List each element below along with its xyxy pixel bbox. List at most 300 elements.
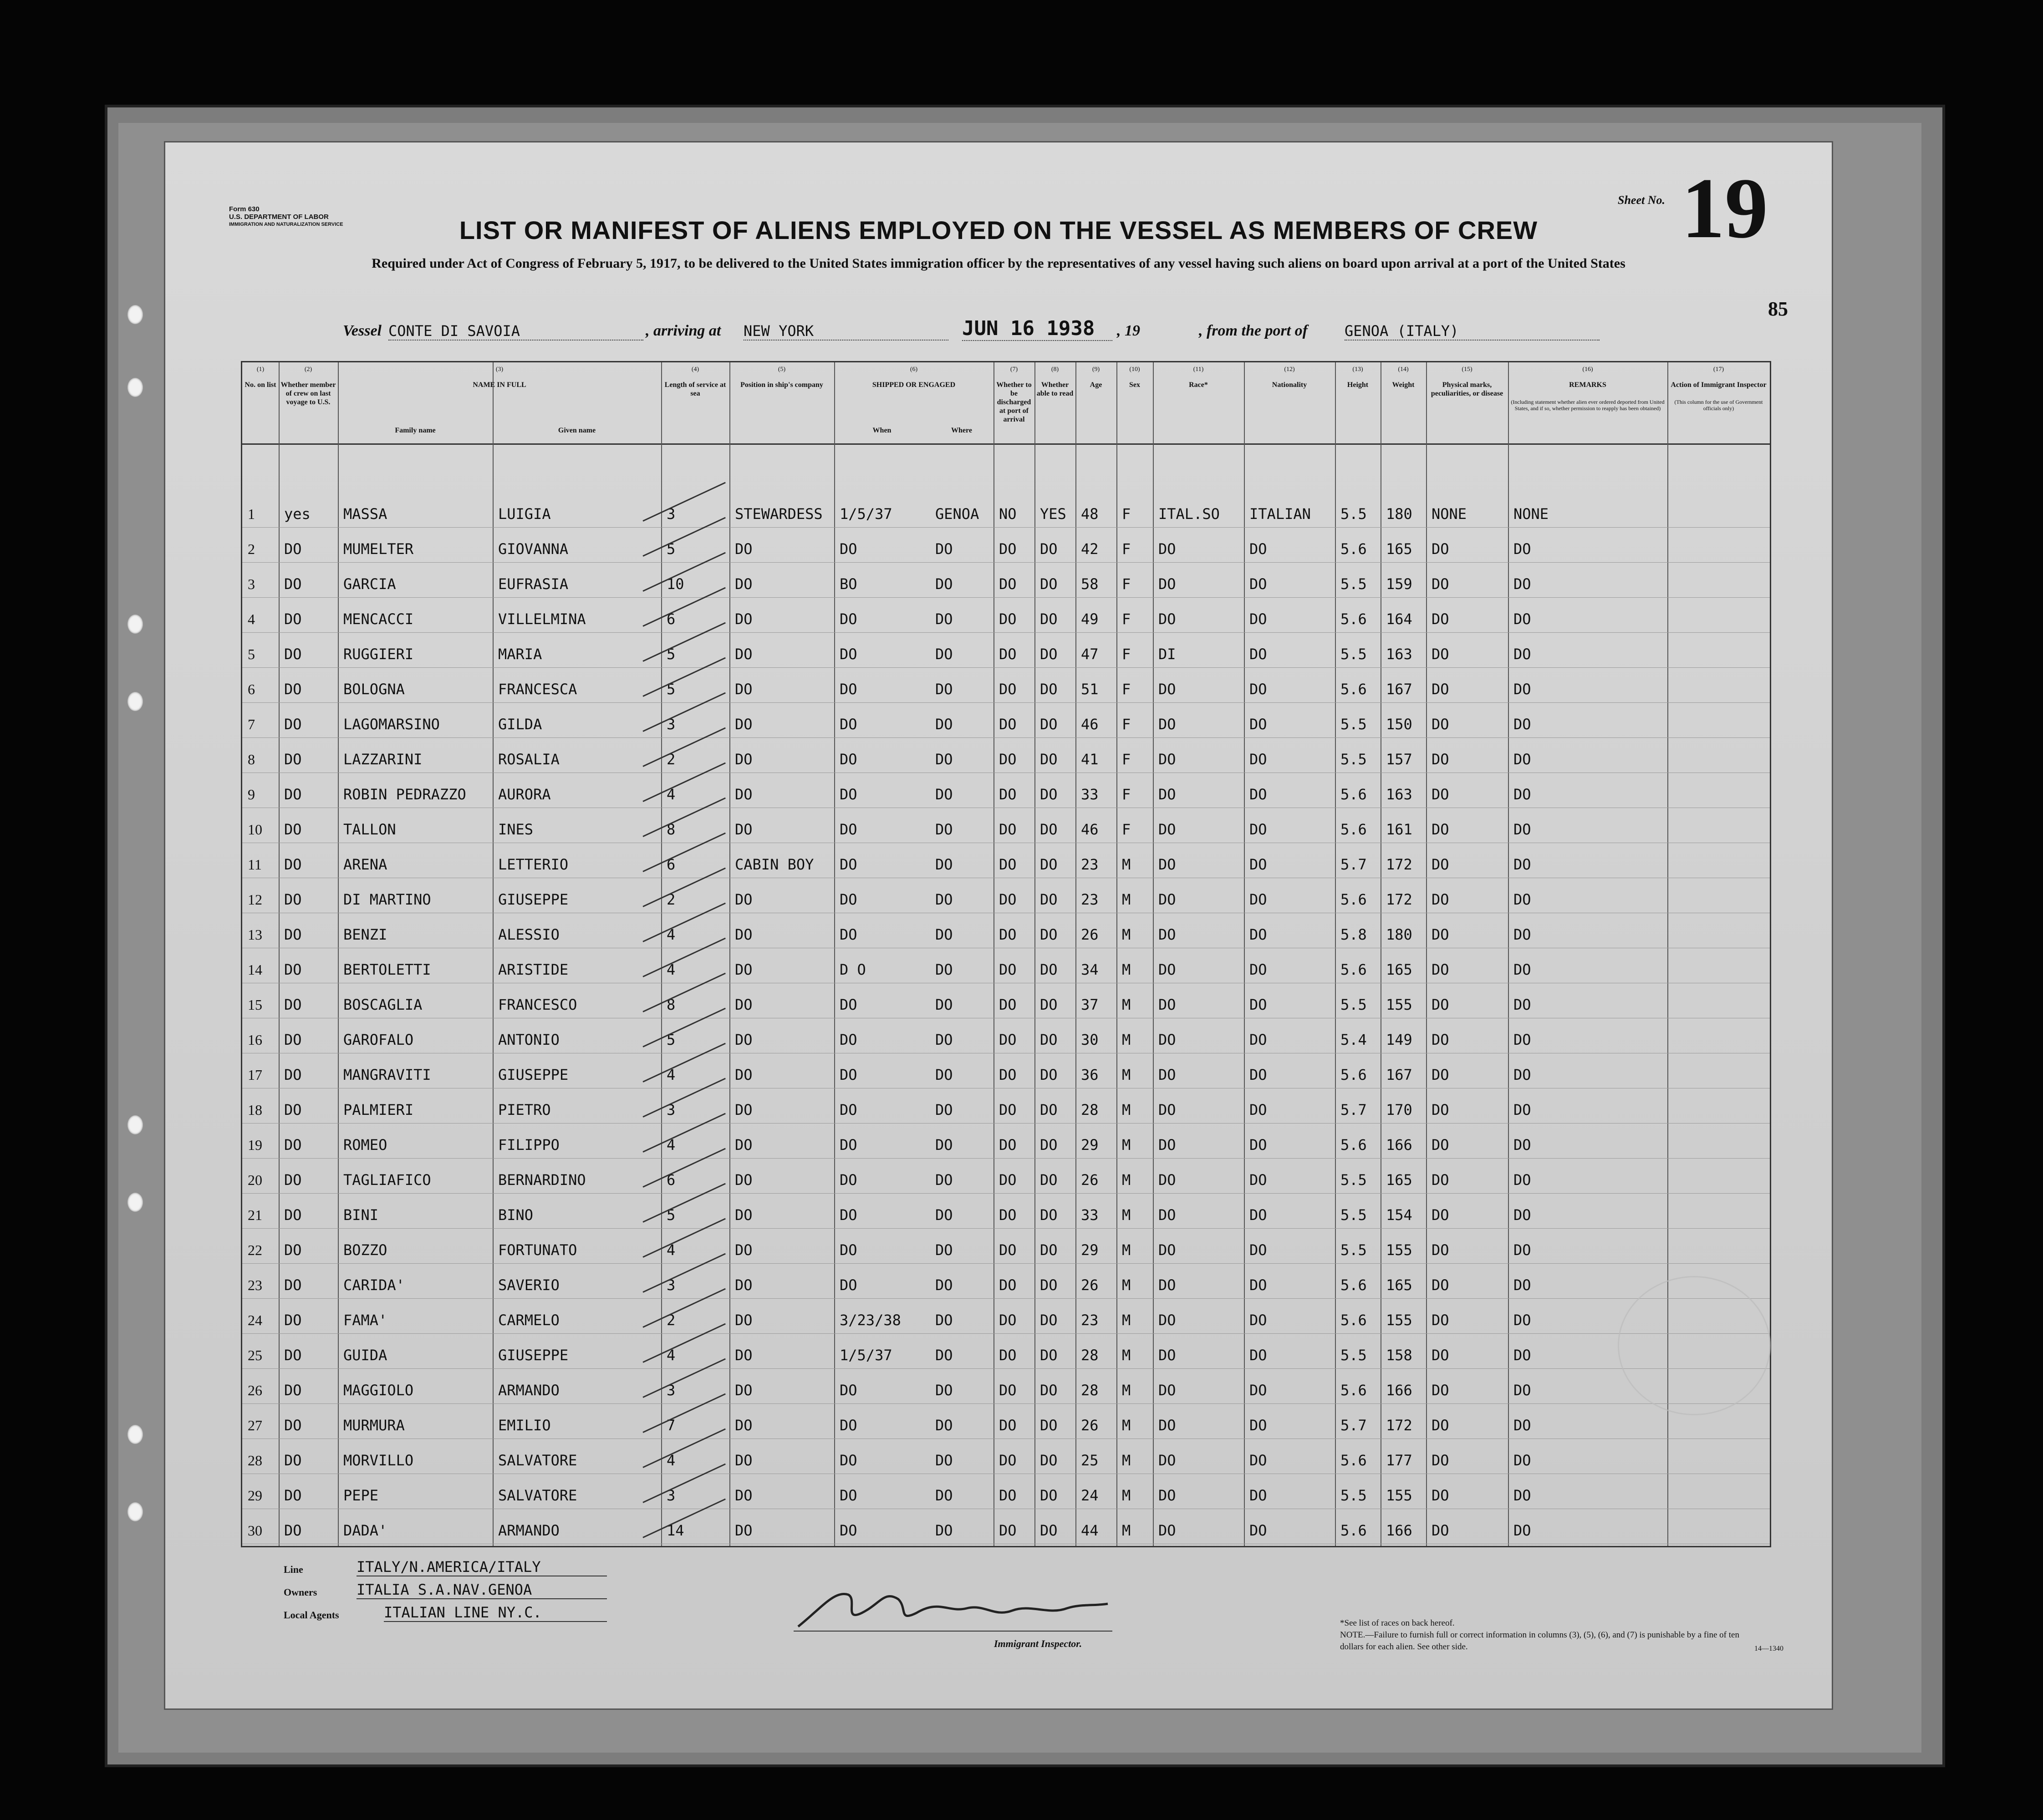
cell-wt: 164 <box>1386 610 1412 628</box>
cell-race: DO <box>1158 1347 1176 1364</box>
cell-svc: 7 <box>667 1417 676 1434</box>
cell-ht: 5.6 <box>1340 891 1367 908</box>
table-row <box>242 913 1770 948</box>
cell-age: 28 <box>1081 1101 1099 1118</box>
cell-where: DO <box>935 610 953 628</box>
agents-value: ITALIAN LINE NY.C. <box>384 1604 607 1622</box>
cell-where: DO <box>935 1136 953 1154</box>
cell-n: 14 <box>248 961 262 978</box>
cell-when: DO <box>840 1241 857 1259</box>
cell-sex: M <box>1122 1171 1131 1189</box>
table-row <box>242 1474 1770 1509</box>
cell-race: DO <box>1158 961 1176 978</box>
cell-sex: M <box>1122 1206 1131 1224</box>
cell-marks: DO <box>1432 1487 1449 1504</box>
cell-ht: 5.5 <box>1340 1241 1367 1259</box>
cell-where: DO <box>935 821 953 838</box>
column-number: (10) <box>1129 366 1140 373</box>
cell-where: DO <box>935 575 953 593</box>
cell-pos: DO <box>735 1452 753 1469</box>
cell-crew: DO <box>284 1241 302 1259</box>
cell-family: BINI <box>343 1206 379 1224</box>
cell-marks: DO <box>1432 681 1449 698</box>
column-subheader-c6b: Where <box>951 427 972 434</box>
cell-pos: DO <box>735 1136 753 1154</box>
cell-where: DO <box>935 1031 953 1048</box>
cell-sex: M <box>1122 926 1131 943</box>
vessel-name: CONTE DI SAVOIA <box>388 322 643 341</box>
column-header-c13: Height <box>1347 381 1369 389</box>
cell-race: DO <box>1158 926 1176 943</box>
cell-when: DO <box>840 1487 857 1504</box>
cell-pos: DO <box>735 1171 753 1189</box>
table-row <box>242 1228 1770 1264</box>
column-number: (1) <box>256 366 265 373</box>
cell-when: 1/5/37 <box>840 505 892 523</box>
cell-ht: 5.6 <box>1340 610 1367 628</box>
cell-dis: DO <box>999 1347 1017 1364</box>
cell-dis: DO <box>999 716 1017 733</box>
cell-nat: DO <box>1249 1312 1267 1329</box>
cell-pos: STEWARDESS <box>735 505 823 523</box>
cell-pos: DO <box>735 751 753 768</box>
column-note-c16note: (Including statement whether alien ever ordered deported from United States, and if so, whether permission to reapply has been obtained) <box>1511 399 1665 412</box>
column-header-c8: Whether able to read <box>1036 381 1074 397</box>
cell-ht: 5.6 <box>1340 821 1367 838</box>
cell-family: GUIDA <box>343 1347 387 1364</box>
cell-pos: DO <box>735 1206 753 1224</box>
cell-nat: DO <box>1249 996 1267 1013</box>
cell-read: DO <box>1040 996 1058 1013</box>
cell-n: 28 <box>248 1452 262 1469</box>
cell-pos: DO <box>735 996 753 1013</box>
cell-where: DO <box>935 1522 953 1539</box>
cell-svc: 3 <box>667 1101 676 1118</box>
cell-given: LUIGIA <box>498 505 551 523</box>
cell-ht: 5.6 <box>1340 961 1367 978</box>
cell-marks: NONE <box>1432 505 1467 523</box>
cell-where: DO <box>935 716 953 733</box>
cell-sex: F <box>1122 751 1131 768</box>
cell-race: DO <box>1158 821 1176 838</box>
cell-nat: DO <box>1249 751 1267 768</box>
cell-pos: DO <box>735 1031 753 1048</box>
cell-race: DO <box>1158 1312 1176 1329</box>
cell-rem: DO <box>1513 575 1531 593</box>
cell-given: GIUSEPPE <box>498 1347 569 1364</box>
cell-crew: DO <box>284 1312 302 1329</box>
cell-race: DO <box>1158 681 1176 698</box>
cell-when: DO <box>840 610 857 628</box>
cell-rem: DO <box>1513 1347 1531 1364</box>
cell-pos: DO <box>735 1382 753 1399</box>
table-row <box>242 1053 1770 1088</box>
table-row <box>242 632 1770 668</box>
cell-marks: DO <box>1432 996 1449 1013</box>
cell-rem: DO <box>1513 926 1531 943</box>
cell-dis: DO <box>999 1136 1017 1154</box>
column-number: (11) <box>1193 366 1204 373</box>
cell-marks: DO <box>1432 1276 1449 1294</box>
cell-nat: DO <box>1249 1452 1267 1469</box>
cell-pos: DO <box>735 1241 753 1259</box>
cell-family: PALMIERI <box>343 1101 414 1118</box>
cell-pos: DO <box>735 1347 753 1364</box>
cell-nat: DO <box>1249 891 1267 908</box>
cell-marks: DO <box>1432 1171 1449 1189</box>
cell-nat: DO <box>1249 1276 1267 1294</box>
column-number: (13) <box>1352 366 1363 373</box>
cell-pos: DO <box>735 1101 753 1118</box>
cell-age: 58 <box>1081 575 1099 593</box>
cell-n: 25 <box>248 1347 262 1363</box>
cell-age: 30 <box>1081 1031 1099 1048</box>
cell-where: DO <box>935 1066 953 1083</box>
cell-svc: 5 <box>667 681 676 698</box>
cell-rem: DO <box>1513 1241 1531 1259</box>
column-header-c12: Nationality <box>1272 381 1307 389</box>
cell-age: 44 <box>1081 1522 1099 1539</box>
cell-nat: DO <box>1249 646 1267 663</box>
cell-when: DO <box>840 1206 857 1224</box>
cell-crew: DO <box>284 1206 302 1224</box>
cell-read: DO <box>1040 786 1058 803</box>
cell-rem: DO <box>1513 540 1531 558</box>
cell-when: DO <box>840 926 857 943</box>
cell-dis: DO <box>999 996 1017 1013</box>
cell-wt: 155 <box>1386 1487 1412 1504</box>
cell-svc: 4 <box>667 1066 676 1083</box>
cell-given: VILLELMINA <box>498 610 586 628</box>
cell-marks: DO <box>1432 1347 1449 1364</box>
cell-sex: M <box>1122 1276 1131 1294</box>
cell-pos: DO <box>735 716 753 733</box>
column-header-c15: Physical marks, peculiarities, or disease <box>1431 381 1503 397</box>
cell-sex: F <box>1122 716 1131 733</box>
cell-crew: DO <box>284 1522 302 1539</box>
cell-wt: 180 <box>1386 926 1412 943</box>
cell-crew: DO <box>284 926 302 943</box>
cell-age: 28 <box>1081 1347 1099 1364</box>
column-number: (8) <box>1051 366 1059 373</box>
cell-family: BENZI <box>343 926 387 943</box>
cell-where: DO <box>935 1487 953 1504</box>
cell-where: GENOA <box>935 505 979 523</box>
cell-age: 23 <box>1081 891 1099 908</box>
cell-nat: DO <box>1249 1136 1267 1154</box>
cell-age: 25 <box>1081 1452 1099 1469</box>
inspector-signature <box>794 1581 1112 1636</box>
cell-read: DO <box>1040 1241 1058 1259</box>
cell-ht: 5.7 <box>1340 1101 1367 1118</box>
cell-age: 33 <box>1081 786 1099 803</box>
cell-nat: DO <box>1249 1382 1267 1399</box>
cell-n: 21 <box>248 1207 262 1223</box>
cell-when: DO <box>840 1522 857 1539</box>
cell-sex: F <box>1122 610 1131 628</box>
cell-svc: 5 <box>667 1206 676 1224</box>
cell-ht: 5.5 <box>1340 1206 1367 1224</box>
column-subheader-c3a: Family name <box>395 427 436 434</box>
cell-nat: DO <box>1249 1241 1267 1259</box>
cell-wt: 161 <box>1386 821 1412 838</box>
cell-ht: 5.5 <box>1340 575 1367 593</box>
cell-ht: 5.6 <box>1340 1136 1367 1154</box>
cell-given: PIETRO <box>498 1101 551 1118</box>
cell-wt: 165 <box>1386 961 1412 978</box>
cell-svc: 4 <box>667 1347 676 1364</box>
cell-svc: 2 <box>667 1312 676 1329</box>
cell-dis: DO <box>999 1276 1017 1294</box>
cell-rem: DO <box>1513 1522 1531 1539</box>
cell-given: CARMELO <box>498 1312 560 1329</box>
cell-family: RUGGIERI <box>343 646 414 663</box>
cell-sex: M <box>1122 1066 1131 1083</box>
cell-pos: DO <box>735 891 753 908</box>
cell-read: DO <box>1040 1031 1058 1048</box>
page-title: LIST OR MANIFEST OF ALIENS EMPLOYED ON THE VESSEL AS MEMBERS OF CREW <box>459 216 1538 244</box>
cell-n: 29 <box>248 1487 262 1504</box>
sheet-number: 19 <box>1681 161 1768 256</box>
cell-sex: F <box>1122 575 1131 593</box>
cell-ht: 5.5 <box>1340 1171 1367 1189</box>
cell-rem: DO <box>1513 1136 1531 1154</box>
cell-dis: DO <box>999 1382 1017 1399</box>
cell-age: 48 <box>1081 505 1099 523</box>
cell-pos: DO <box>735 961 753 978</box>
cell-read: DO <box>1040 1382 1058 1399</box>
cell-svc: 6 <box>667 1171 676 1189</box>
cell-family: GAROFALO <box>343 1031 414 1048</box>
cell-wt: 167 <box>1386 681 1412 698</box>
cell-dis: DO <box>999 1066 1017 1083</box>
cell-when: DO <box>840 1101 857 1118</box>
cell-when: 3/23/38 <box>840 1312 901 1329</box>
race-note: *See list of races on back hereof. <box>1340 1618 1455 1628</box>
cell-svc: 4 <box>667 961 676 978</box>
cell-family: MENCACCI <box>343 610 414 628</box>
cell-read: DO <box>1040 575 1058 593</box>
cell-dis: DO <box>999 1101 1017 1118</box>
cell-dis: DO <box>999 891 1017 908</box>
column-header-c3: NAME IN FULL <box>473 381 526 389</box>
cell-when: DO <box>840 1066 857 1083</box>
cell-marks: DO <box>1432 926 1449 943</box>
cell-when: 1/5/37 <box>840 1347 892 1364</box>
cell-given: GIUSEPPE <box>498 1066 569 1083</box>
cell-marks: DO <box>1432 786 1449 803</box>
cell-rem: DO <box>1513 786 1531 803</box>
cell-rem: DO <box>1513 1066 1531 1083</box>
cell-wt: 172 <box>1386 1417 1412 1434</box>
cell-n: 26 <box>248 1382 262 1398</box>
cell-pos: DO <box>735 1417 753 1434</box>
cell-crew: DO <box>284 575 302 593</box>
agents-label: Local Agents <box>284 1609 339 1621</box>
cell-family: ROMEO <box>343 1136 387 1154</box>
cell-race: DO <box>1158 1382 1176 1399</box>
cell-sex: F <box>1122 821 1131 838</box>
cell-sex: M <box>1122 1241 1131 1259</box>
cell-age: 42 <box>1081 540 1099 558</box>
cell-race: DO <box>1158 1522 1176 1539</box>
cell-where: DO <box>935 786 953 803</box>
table-row <box>242 878 1770 913</box>
cell-when: DO <box>840 856 857 873</box>
cell-n: 19 <box>248 1137 262 1153</box>
cell-marks: DO <box>1432 856 1449 873</box>
cell-read: DO <box>1040 821 1058 838</box>
column-number: (7) <box>1010 366 1018 373</box>
cell-ht: 5.5 <box>1340 505 1367 523</box>
cell-race: DO <box>1158 856 1176 873</box>
cell-marks: DO <box>1432 961 1449 978</box>
cell-crew: DO <box>284 996 302 1013</box>
cell-wt: 149 <box>1386 1031 1412 1048</box>
cell-n: 15 <box>248 996 262 1013</box>
cell-rem: DO <box>1513 1031 1531 1048</box>
cell-age: 28 <box>1081 1382 1099 1399</box>
cell-read: DO <box>1040 610 1058 628</box>
cell-age: 33 <box>1081 1206 1099 1224</box>
cell-read: DO <box>1040 1312 1058 1329</box>
cell-rem: DO <box>1513 751 1531 768</box>
cell-n: 22 <box>248 1242 262 1258</box>
cell-age: 23 <box>1081 856 1099 873</box>
cell-n: 18 <box>248 1102 262 1118</box>
cell-family: MUMELTER <box>343 540 414 558</box>
cell-dis: NO <box>999 505 1017 523</box>
cell-wt: 155 <box>1386 1241 1412 1259</box>
cell-svc: 6 <box>667 856 676 873</box>
cell-svc: 3 <box>667 505 676 523</box>
cell-family: ROBIN PEDRAZZO <box>343 786 466 803</box>
cell-given: FORTUNATO <box>498 1241 577 1259</box>
owners-label: Owners <box>284 1586 317 1598</box>
cell-nat: DO <box>1249 821 1267 838</box>
cell-crew: DO <box>284 1101 302 1118</box>
cell-pos: DO <box>735 681 753 698</box>
cell-family: MAGGIOLO <box>343 1382 414 1399</box>
cell-nat: DO <box>1249 1206 1267 1224</box>
cell-read: DO <box>1040 681 1058 698</box>
table-row <box>242 1158 1770 1194</box>
table-row <box>242 1123 1770 1159</box>
cell-sex: F <box>1122 786 1131 803</box>
table-row <box>242 1439 1770 1474</box>
cell-family: BOZZO <box>343 1241 387 1259</box>
cell-rem: DO <box>1513 961 1531 978</box>
column-header-c6: SHIPPED OR ENGAGED <box>872 381 956 389</box>
cell-marks: DO <box>1432 575 1449 593</box>
cell-read: DO <box>1040 926 1058 943</box>
cell-where: DO <box>935 1382 953 1399</box>
table-row <box>242 948 1770 983</box>
arriving-label: , arriving at <box>646 322 721 339</box>
cell-n: 1 <box>248 506 255 522</box>
cell-crew: DO <box>284 540 302 558</box>
column-subheader-c6a: When <box>872 427 892 434</box>
cell-rem: DO <box>1513 856 1531 873</box>
cell-svc: 4 <box>667 1136 676 1154</box>
cell-pos: DO <box>735 786 753 803</box>
cell-given: ROSALIA <box>498 751 560 768</box>
cell-svc: 4 <box>667 1452 676 1469</box>
cell-race: DO <box>1158 1276 1176 1294</box>
line-value: ITALY/N.AMERICA/ITALY <box>357 1558 607 1576</box>
cell-sex: M <box>1122 1136 1131 1154</box>
cell-when: DO <box>840 716 857 733</box>
cell-n: 9 <box>248 786 255 803</box>
cell-given: SAVERIO <box>498 1276 560 1294</box>
table-row <box>242 737 1770 773</box>
cell-where: DO <box>935 996 953 1013</box>
cell-given: SALVATORE <box>498 1452 577 1469</box>
cell-wt: 165 <box>1386 1171 1412 1189</box>
cell-family: CARIDA' <box>343 1276 405 1294</box>
cell-sex: M <box>1122 856 1131 873</box>
cell-crew: DO <box>284 1417 302 1434</box>
cell-wt: 180 <box>1386 505 1412 523</box>
cell-race: DO <box>1158 575 1176 593</box>
cell-when: DO <box>840 751 857 768</box>
cell-n: 23 <box>248 1277 262 1293</box>
fine-note: NOTE.—Failure to furnish full or correct information in columns (3), (5), (6), and (7) is punishable by a fine of ten dollars for each alien. See other side. <box>1340 1630 1739 1652</box>
cell-svc: 3 <box>667 1276 676 1294</box>
cell-family: DI MARTINO <box>343 891 431 908</box>
cell-pos: DO <box>735 1312 753 1329</box>
column-header-c4: Length of service at sea <box>664 381 726 397</box>
cell-wt: 158 <box>1386 1347 1412 1364</box>
cell-marks: DO <box>1432 646 1449 663</box>
cell-nat: DO <box>1249 786 1267 803</box>
cell-rem: DO <box>1513 1417 1531 1434</box>
cell-race: DO <box>1158 996 1176 1013</box>
cell-n: 27 <box>248 1417 262 1434</box>
cell-ht: 5.6 <box>1340 1276 1367 1294</box>
cell-family: PEPE <box>343 1487 379 1504</box>
cell-family: BOLOGNA <box>343 681 405 698</box>
cell-read: DO <box>1040 1347 1058 1364</box>
cell-age: 26 <box>1081 1417 1099 1434</box>
cell-n: 30 <box>248 1522 262 1539</box>
cell-where: DO <box>935 1206 953 1224</box>
cell-n: 16 <box>248 1032 262 1048</box>
cell-pos: DO <box>735 540 753 558</box>
cell-wt: 166 <box>1386 1136 1412 1154</box>
cell-wt: 159 <box>1386 575 1412 593</box>
table-row <box>242 667 1770 703</box>
cell-dis: DO <box>999 786 1017 803</box>
cell-nat: DO <box>1249 1522 1267 1539</box>
cell-marks: DO <box>1432 1241 1449 1259</box>
cell-read: DO <box>1040 1206 1058 1224</box>
cell-rem: DO <box>1513 610 1531 628</box>
cell-dis: DO <box>999 610 1017 628</box>
cell-read: DO <box>1040 1417 1058 1434</box>
department: U.S. DEPARTMENT OF LABOR <box>229 213 329 221</box>
cell-nat: DO <box>1249 1171 1267 1189</box>
cell-read: DO <box>1040 1066 1058 1083</box>
cell-n: 3 <box>248 576 255 592</box>
cell-wt: 163 <box>1386 786 1412 803</box>
cell-svc: 4 <box>667 926 676 943</box>
cell-read: DO <box>1040 1487 1058 1504</box>
cell-wt: 165 <box>1386 1276 1412 1294</box>
cell-given: EMILIO <box>498 1417 551 1434</box>
cell-rem: DO <box>1513 821 1531 838</box>
cell-race: DO <box>1158 716 1176 733</box>
